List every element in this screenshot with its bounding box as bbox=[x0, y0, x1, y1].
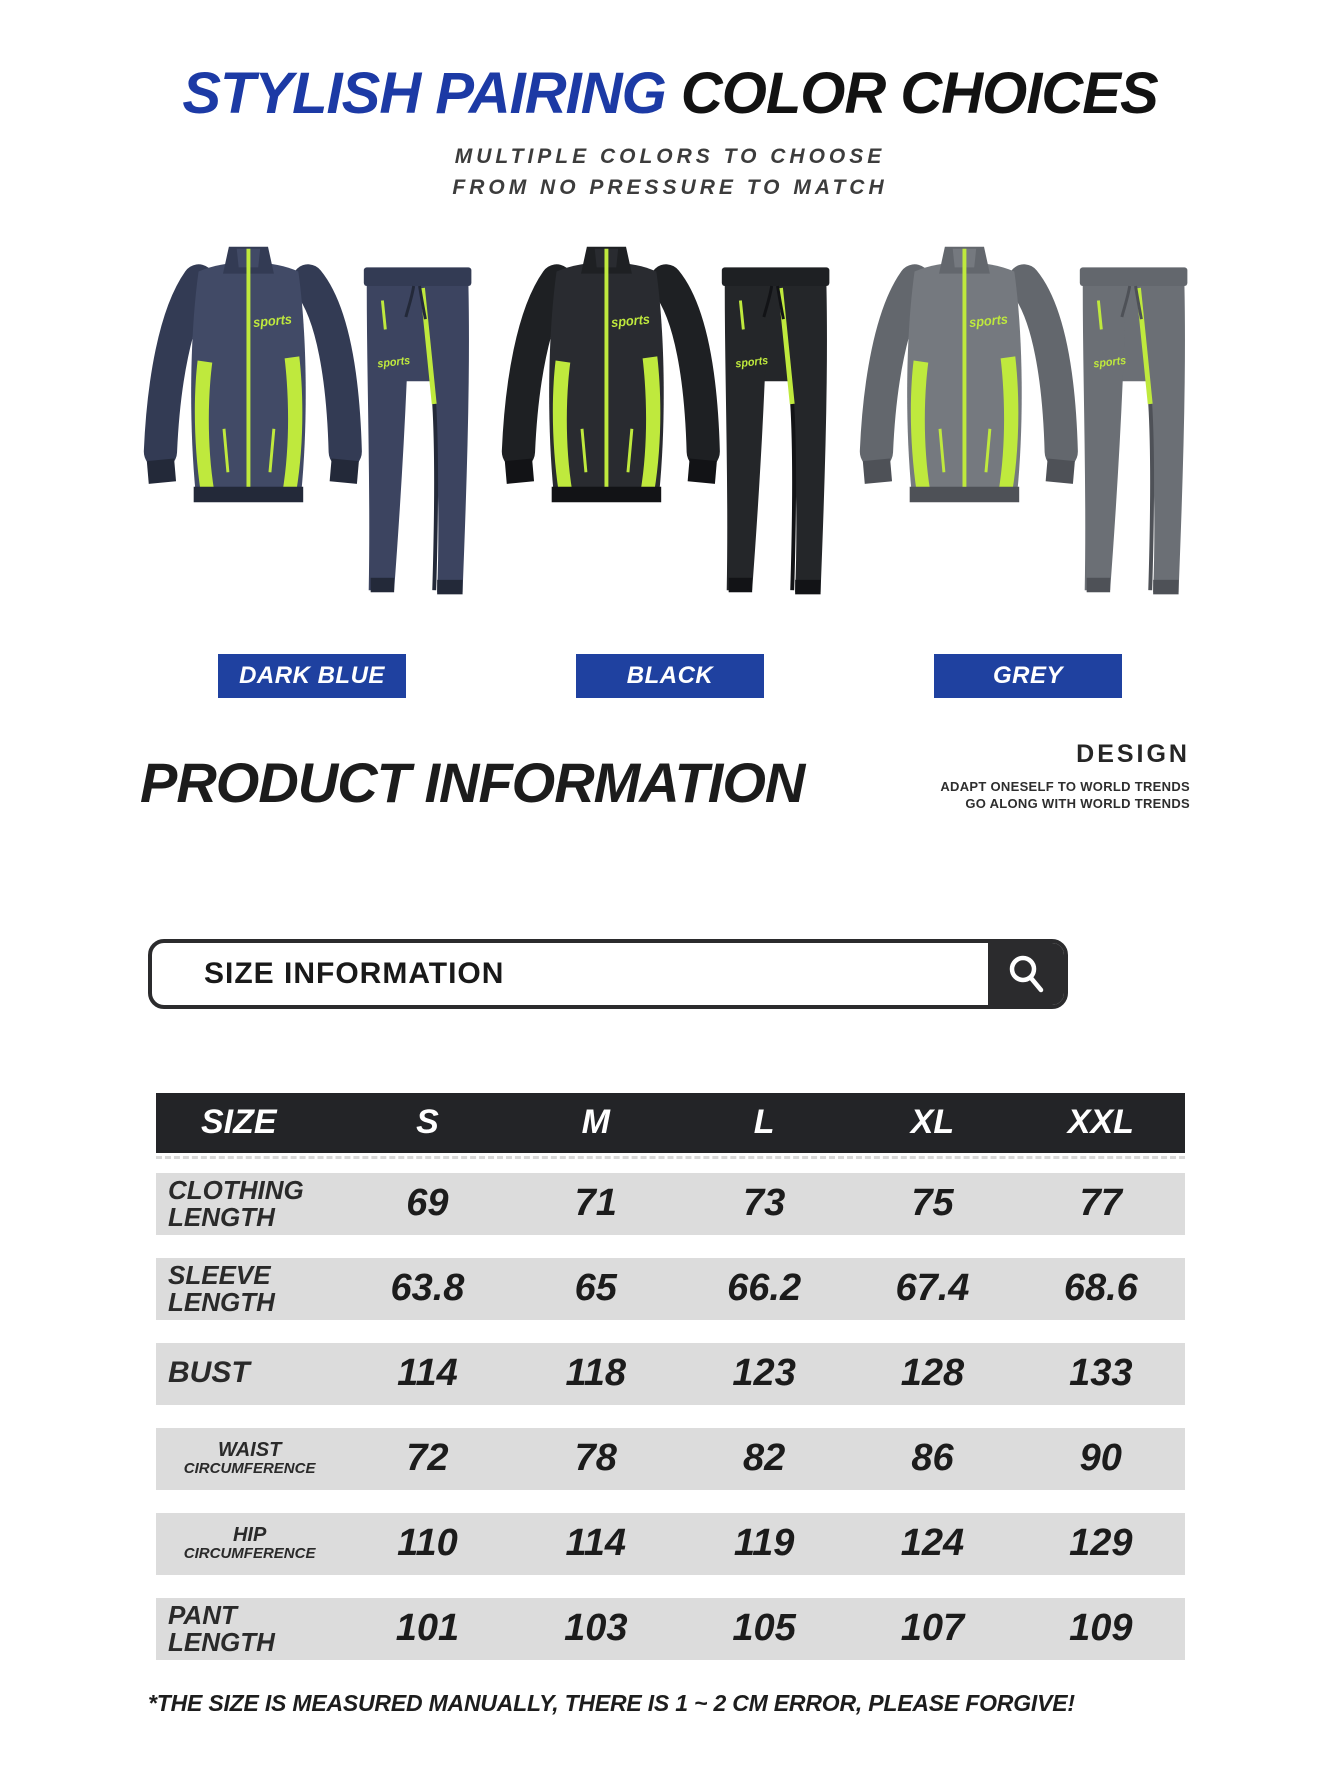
size-column-header-l: L bbox=[753, 1103, 775, 1142]
design-tagline bbox=[940, 779, 1190, 813]
row-label: SLEEVE LENGTH bbox=[168, 1260, 275, 1317]
size-value: 123 bbox=[732, 1352, 796, 1395]
size-column-header-xl: XL bbox=[910, 1103, 955, 1142]
size-information-label: SIZE INFORMATION bbox=[204, 956, 505, 990]
size-column-header-s: S bbox=[416, 1103, 439, 1142]
size-value: 78 bbox=[574, 1437, 617, 1480]
page-title bbox=[0, 62, 1340, 127]
size-value: 114 bbox=[397, 1352, 458, 1395]
size-table-header bbox=[156, 1093, 1185, 1153]
subtitle-line-2: FROM NO PRESSURE TO MATCH bbox=[452, 176, 888, 200]
size-column-header-xxl: XXL bbox=[1067, 1103, 1134, 1142]
size-value: 118 bbox=[565, 1352, 627, 1395]
subtitle bbox=[0, 141, 1340, 204]
search-button bbox=[988, 943, 1064, 1005]
size-value: 69 bbox=[406, 1182, 449, 1225]
size-value: 75 bbox=[911, 1182, 954, 1225]
size-value: 129 bbox=[1069, 1522, 1133, 1565]
size-value: 63.8 bbox=[390, 1267, 465, 1310]
row-label: BUST bbox=[168, 1356, 250, 1390]
tracksuit-illustration-grey bbox=[852, 226, 1204, 614]
size-table-row bbox=[156, 1343, 1185, 1405]
size-table-row bbox=[156, 1513, 1185, 1575]
page-title-rest: COLOR CHOICES bbox=[680, 61, 1158, 126]
size-value: 107 bbox=[900, 1607, 965, 1650]
size-table bbox=[156, 1093, 1185, 1660]
design-tagline-line-1: ADAPT ONESELF TO WORLD TRENDS bbox=[940, 778, 1190, 794]
size-table-row bbox=[156, 1598, 1185, 1660]
color-label-black: BLACK bbox=[576, 654, 764, 698]
suit-card-dark-blue bbox=[136, 226, 488, 698]
subtitle-line-1: MULTIPLE COLORS TO CHOOSE bbox=[454, 144, 886, 168]
size-value: 72 bbox=[406, 1437, 449, 1480]
size-value: 86 bbox=[911, 1437, 954, 1480]
size-value: 124 bbox=[900, 1522, 965, 1565]
size-table-row bbox=[156, 1258, 1185, 1320]
suit-card-grey bbox=[852, 226, 1204, 698]
size-value: 128 bbox=[900, 1352, 965, 1395]
header-divider bbox=[156, 1156, 1185, 1159]
row-label: WAIST CIRCUMFERENCE bbox=[183, 1439, 316, 1478]
size-value: 71 bbox=[574, 1182, 617, 1225]
size-column-header-size: SIZE bbox=[201, 1103, 277, 1142]
row-label: CLOTHING LENGTH bbox=[168, 1175, 304, 1232]
size-value: 73 bbox=[742, 1182, 786, 1225]
size-table-body bbox=[156, 1173, 1185, 1660]
design-block bbox=[940, 740, 1190, 815]
design-tagline-line-2: GO ALONG WITH WORLD TRENDS bbox=[965, 795, 1190, 811]
size-value: 133 bbox=[1069, 1352, 1133, 1395]
page-title-accent: STYLISH PAIRING bbox=[182, 61, 681, 126]
colorways-grid bbox=[0, 226, 1340, 698]
size-value: 90 bbox=[1079, 1437, 1122, 1480]
size-table-row bbox=[156, 1173, 1185, 1235]
size-value: 114 bbox=[565, 1522, 627, 1565]
size-value: 67.4 bbox=[895, 1267, 970, 1310]
search-icon bbox=[1004, 952, 1048, 996]
tracksuit-illustration-dark-blue bbox=[136, 226, 488, 614]
color-label-grey: GREY bbox=[934, 654, 1122, 698]
row-label: PANT LENGTH bbox=[168, 1600, 275, 1657]
size-value: 66.2 bbox=[727, 1267, 802, 1310]
size-footnote: *THE SIZE IS MEASURED MANUALLY, THERE IS 1 ~ 2 CM ERROR, PLEASE FORGIVE! bbox=[148, 1689, 1075, 1716]
size-value: 77 bbox=[1079, 1182, 1122, 1225]
size-value: 82 bbox=[742, 1437, 786, 1480]
size-table-row bbox=[156, 1428, 1185, 1490]
color-label-dark-blue: DARK BLUE bbox=[218, 654, 406, 698]
size-value: 110 bbox=[397, 1522, 458, 1565]
size-value: 65 bbox=[574, 1267, 617, 1310]
size-value: 105 bbox=[732, 1607, 796, 1650]
tracksuit-illustration-black bbox=[494, 226, 846, 614]
product-info-title: PRODUCT INFORMATION bbox=[140, 750, 805, 814]
size-value: 68.6 bbox=[1063, 1267, 1138, 1310]
size-column-header-m: M bbox=[581, 1103, 610, 1142]
row-label: HIP CIRCUMFERENCE bbox=[183, 1524, 316, 1563]
size-value: 119 bbox=[733, 1522, 795, 1565]
design-label: DESIGN bbox=[1076, 739, 1190, 768]
size-information-bar bbox=[148, 939, 1068, 1009]
suit-card-black bbox=[494, 226, 846, 698]
size-value: 109 bbox=[1069, 1607, 1133, 1650]
size-value: 103 bbox=[564, 1607, 628, 1650]
header-section bbox=[0, 0, 1340, 204]
product-info-header bbox=[140, 740, 1190, 815]
size-value: 101 bbox=[395, 1607, 460, 1650]
